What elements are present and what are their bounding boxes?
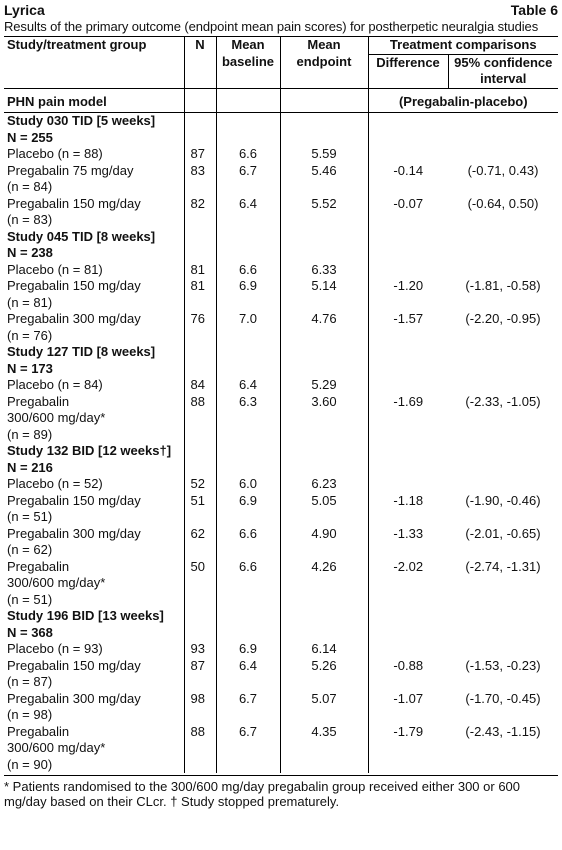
- ci-value: (-1.70, -0.45): [465, 690, 541, 706]
- difference-value: -1.07: [368, 691, 448, 724]
- n-value: 82: [184, 196, 216, 229]
- table-caption: Results of the primary outcome (endpoint mean pain scores) for postherpetic neuralgia studies: [4, 19, 539, 34]
- treatment-group: Placebo (n = 93): [7, 641, 103, 656]
- difference-value: -2.02: [368, 559, 448, 609]
- ci-value: [448, 262, 558, 279]
- mean-endpoint: 4.35: [280, 724, 368, 774]
- treatment-group: Placebo (n = 52): [7, 476, 103, 491]
- n-value: 84: [184, 377, 216, 394]
- table-number: Table 6: [510, 2, 558, 18]
- treatment-group: Pregabalin 75 mg/day (n = 84): [7, 162, 134, 194]
- ci-value: [448, 641, 558, 658]
- treatment-group: Pregabalin 150 mg/day (n = 87): [7, 657, 141, 689]
- treatment-group: Pregabalin 300/600 mg/day* (n = 90): [7, 723, 106, 772]
- mean-baseline: 6.7: [216, 691, 280, 724]
- ci-value: [448, 377, 558, 394]
- study-title: Study 045 TID [8 weeks] N = 238: [7, 228, 156, 260]
- difference-value: -0.07: [368, 196, 448, 229]
- study-title: Study 132 BID [12 weeks†] N = 216: [7, 443, 172, 475]
- n-value: 50: [184, 559, 216, 609]
- treatment-group: Pregabalin 300 mg/day (n = 62): [7, 525, 141, 557]
- col-header-n: N: [184, 37, 216, 89]
- mean-endpoint: 5.07: [280, 691, 368, 724]
- table-row: [4, 163, 558, 196]
- table-footnote: * Patients randomised to the 300/600 mg/day pregabalin group received either 300 or 600 mg/day based on their CLcr. † Study stopped prematurely.: [4, 775, 558, 809]
- table-row: [4, 196, 558, 229]
- ci-value: (-2.74, -1.31): [465, 558, 541, 574]
- col-header-comparisons: Treatment comparisons: [368, 37, 558, 55]
- treatment-group: Pregabalin 300 mg/day (n = 76): [7, 311, 141, 343]
- ci-value: (-2.43, -1.15): [465, 723, 541, 739]
- treatment-group: Pregabalin 300/600 mg/day* (n = 89): [7, 393, 106, 442]
- n-value: 88: [184, 394, 216, 444]
- treatment-group: Placebo (n = 81): [7, 261, 103, 277]
- table-row: [4, 559, 558, 609]
- ci-value: (-1.81, -0.58): [465, 278, 541, 293]
- difference-value: [368, 476, 448, 493]
- comparison-label: (Pregabalin-placebo): [368, 88, 558, 113]
- col-header-group: Study/treatment group: [7, 37, 147, 52]
- mean-endpoint: 5.46: [280, 163, 368, 196]
- mean-baseline: 6.4: [216, 377, 280, 394]
- mean-baseline: 6.6: [216, 526, 280, 559]
- treatment-group: Pregabalin 300 mg/day (n = 98): [7, 690, 141, 722]
- study-title: Study 127 TID [8 weeks] N = 173: [7, 344, 156, 376]
- n-value: 62: [184, 526, 216, 559]
- treatment-group: Placebo (n = 84): [7, 377, 103, 392]
- table-row: [4, 377, 558, 394]
- n-value: 87: [184, 658, 216, 691]
- n-value: 98: [184, 691, 216, 724]
- table-row: [4, 262, 558, 279]
- mean-endpoint: 5.26: [280, 658, 368, 691]
- mean-baseline: 6.6: [216, 146, 280, 163]
- ci-value: (-1.90, -0.46): [465, 492, 541, 508]
- n-value: 76: [184, 311, 216, 344]
- difference-value: -1.18: [368, 493, 448, 526]
- page-header: [4, 2, 558, 18]
- mean-baseline: 6.9: [216, 641, 280, 658]
- ci-value: (-2.33, -1.05): [465, 393, 541, 409]
- difference-value: [368, 146, 448, 163]
- difference-value: -0.14: [368, 163, 448, 196]
- mean-endpoint: 3.60: [280, 394, 368, 444]
- difference-value: -1.57: [368, 311, 448, 344]
- mean-endpoint: 4.90: [280, 526, 368, 559]
- mean-baseline: 6.0: [216, 476, 280, 493]
- treatment-group: Pregabalin 150 mg/day (n = 83): [7, 195, 141, 227]
- table-body: [4, 113, 558, 774]
- mean-endpoint: 5.29: [280, 377, 368, 394]
- mean-endpoint: 6.23: [280, 476, 368, 493]
- study-title-row: [4, 344, 558, 377]
- mean-endpoint: 5.14: [280, 278, 368, 311]
- ci-value: (-2.20, -0.95): [465, 311, 541, 326]
- difference-value: [368, 641, 448, 658]
- table-row: [4, 394, 558, 444]
- difference-value: -1.33: [368, 526, 448, 559]
- difference-value: [368, 377, 448, 394]
- study-title-row: [4, 113, 558, 147]
- study-title: Study 196 BID [13 weeks] N = 368: [7, 608, 164, 640]
- n-value: 81: [184, 278, 216, 311]
- mean-baseline: 6.4: [216, 196, 280, 229]
- difference-value: -1.79: [368, 724, 448, 774]
- difference-value: -1.20: [368, 278, 448, 311]
- difference-value: -1.69: [368, 394, 448, 444]
- mean-endpoint: 4.26: [280, 559, 368, 609]
- n-value: 81: [184, 262, 216, 279]
- mean-baseline: 6.9: [216, 278, 280, 311]
- table-row: [4, 641, 558, 658]
- study-title-row: [4, 608, 558, 641]
- mean-endpoint: 4.76: [280, 311, 368, 344]
- study-title-row: [4, 229, 558, 262]
- treatment-group: Pregabalin 150 mg/day (n = 81): [7, 278, 141, 310]
- study-title: Study 030 TID [5 weeks] N = 255: [7, 113, 156, 145]
- mean-baseline: 6.3: [216, 394, 280, 444]
- mean-baseline: 6.4: [216, 658, 280, 691]
- table-row: [4, 278, 558, 311]
- table-row: [4, 724, 558, 774]
- mean-baseline: 7.0: [216, 311, 280, 344]
- n-value: 87: [184, 146, 216, 163]
- ci-value: (-1.53, -0.23): [465, 657, 541, 673]
- treatment-group: Pregabalin 300/600 mg/day* (n = 51): [7, 558, 106, 607]
- n-value: 52: [184, 476, 216, 493]
- ci-value: [448, 146, 558, 163]
- mean-endpoint: 6.33: [280, 262, 368, 279]
- ci-value: (-0.64, 0.50): [467, 195, 539, 211]
- mean-endpoint: 5.05: [280, 493, 368, 526]
- n-value: 88: [184, 724, 216, 774]
- model-label: PHN pain model: [7, 93, 107, 109]
- table-row: [4, 311, 558, 344]
- treatment-group: Placebo (n = 88): [7, 146, 103, 161]
- col-header-difference: Difference: [368, 54, 448, 88]
- product-name: Lyrica: [4, 2, 45, 18]
- table-row: [4, 526, 558, 559]
- mean-endpoint: 6.14: [280, 641, 368, 658]
- col-header-baseline: Mean baseline: [216, 37, 280, 89]
- ci-value: (-0.71, 0.43): [467, 162, 539, 178]
- mean-baseline: 6.6: [216, 262, 280, 279]
- n-value: 51: [184, 493, 216, 526]
- difference-value: -0.88: [368, 658, 448, 691]
- difference-value: [368, 262, 448, 279]
- table-row: [4, 146, 558, 163]
- study-title-row: [4, 443, 558, 476]
- mean-endpoint: 5.59: [280, 146, 368, 163]
- mean-baseline: 6.9: [216, 493, 280, 526]
- ci-value: (-2.01, -0.65): [465, 525, 541, 541]
- col-header-ci: 95% confidence interval: [448, 54, 558, 88]
- col-header-endpoint: Mean endpoint: [280, 37, 368, 89]
- n-value: 93: [184, 641, 216, 658]
- mean-baseline: 6.7: [216, 163, 280, 196]
- ci-value: [448, 476, 558, 493]
- n-value: 83: [184, 163, 216, 196]
- mean-baseline: 6.7: [216, 724, 280, 774]
- table-row: [4, 493, 558, 526]
- table-row: [4, 658, 558, 691]
- treatment-group: Pregabalin 150 mg/day (n = 51): [7, 492, 141, 524]
- table-row: [4, 476, 558, 493]
- mean-endpoint: 5.52: [280, 196, 368, 229]
- mean-baseline: 6.6: [216, 559, 280, 609]
- table-row: [4, 691, 558, 724]
- results-table: [4, 36, 558, 773]
